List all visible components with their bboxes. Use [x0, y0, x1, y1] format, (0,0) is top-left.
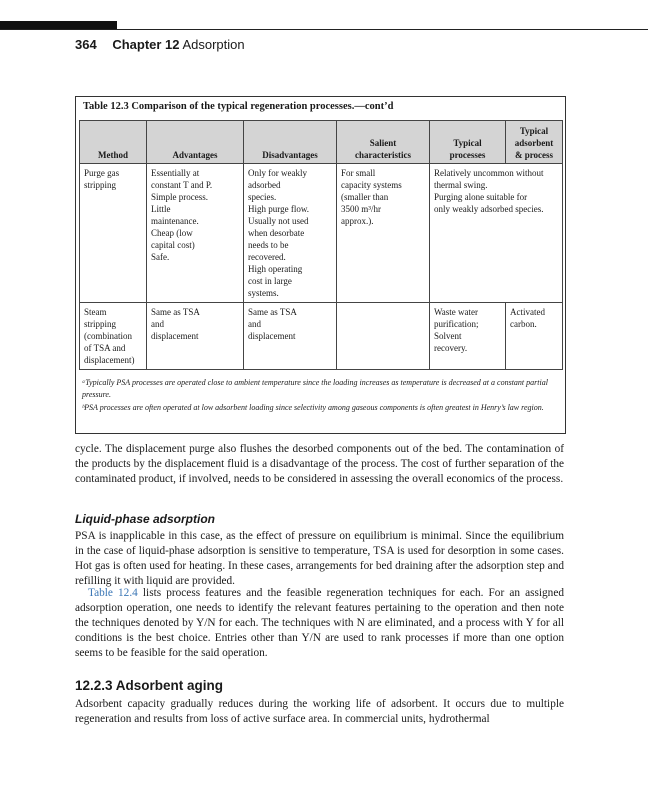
table-row: [80, 303, 563, 370]
table-cell: [337, 303, 430, 370]
body-paragraph: [75, 697, 564, 727]
footnote: ᵃTypically PSA processes are operated close to ambient temperature since the loading increases as temperature is decreased at a constant partial pressure.: [82, 378, 548, 399]
section-heading: Liquid-phase adsorption: [75, 512, 215, 526]
table-cell: Same as TSA and displacement: [244, 303, 337, 370]
table-cell: Same as TSA and displacement: [147, 303, 244, 370]
paragraph-text-rest: lists process features and the feasible regeneration techniques for each. For an assigned adsorption operation, one needs to identify the relevant features pertaining to the operation and then note the techniques denoted by Y/N for each. The techniques with N are eliminated, and a process with Y for all conditions is the best choice. Entries other than Y/N are used to rank processes if more than one option seems to be feasible for the said operation.: [75, 587, 564, 659]
column-header: Method: [80, 121, 147, 164]
table-cell: Only for weakly adsorbed species. High purge flow. Usually not used when desorbate needs to be recovered. High operating cost in large systems.: [244, 164, 337, 303]
column-header: Typical adsorbent & process: [506, 121, 563, 164]
table-caption: Table 12.3 Comparison of the typical regeneration processes.—cont’d: [83, 101, 394, 112]
table-cell: Steam stripping (combination of TSA and displacement): [80, 303, 147, 370]
table-cell: Activated carbon.: [506, 303, 563, 370]
table-link[interactable]: Table 12.4: [88, 587, 138, 599]
column-header: Typical processes: [430, 121, 506, 164]
header-rule: [0, 29, 648, 30]
body-paragraph: [75, 442, 564, 487]
running-header: [75, 37, 245, 52]
body-paragraph: [75, 586, 564, 661]
table-cell: Relatively uncommon without thermal swing. Purging alone suitable for only weakly adsorbed species.: [430, 164, 563, 303]
table-header-row: [80, 121, 563, 164]
column-header: Salient characteristics: [337, 121, 430, 164]
regeneration-table: [79, 120, 563, 370]
chapter-label: Chapter 12: [112, 37, 180, 52]
page-number: 364: [75, 37, 97, 52]
paragraph-text: PSA is inapplicable in this case, as the effect of pressure on equilibrium is minimal. Since the equilibrium in the case of liquid-phase adsorption is sensitive to temperature, TSA is used for desorption in some cases. Hot gas is often used for heating. In these cases, arrangements for bed draining after the adsorption step and refilling it with liquid are provided.: [75, 530, 564, 587]
table-cell: For small capacity systems (smaller than 3500 m³/hr approx.).: [337, 164, 430, 303]
chapter-title: Adsorption: [182, 37, 245, 52]
subsection-heading: 12.2.3 Adsorbent aging: [75, 678, 224, 693]
paragraph-text: cycle. The displacement purge also flushes the desorbed components out of the bed. The contamination of the products by the displacement fluid is a disadvantage of the process. The cost of further separation of the contaminated product, if involved, needs to be considered in assessing the overall economics of the process.: [75, 443, 564, 485]
paragraph-text: [75, 586, 564, 661]
table-cell: Waste water purification; Solvent recovery.: [430, 303, 506, 370]
column-header: Disadvantages: [244, 121, 337, 164]
table-cell: Essentially at constant T and P. Simple process. Little maintenance. Cheap (low capital cost) Safe.: [147, 164, 244, 303]
paragraph-text: Adsorbent capacity gradually reduces during the working life of adsorbent. It occurs due to multiple regeneration and results from loss of active surface area. In commercial units, hydrothermal: [75, 698, 564, 725]
footnote: ᵇPSA processes are often operated at low adsorbent loading since selectivity among gaseous components is often greatest in Henry’s law region.: [82, 403, 544, 412]
regeneration-table-box: [75, 96, 566, 434]
table-cell: Purge gas stripping: [80, 164, 147, 303]
body-paragraph: [75, 529, 564, 589]
table-footnotes: [82, 377, 558, 415]
table-row: [80, 164, 563, 303]
column-header: Advantages: [147, 121, 244, 164]
